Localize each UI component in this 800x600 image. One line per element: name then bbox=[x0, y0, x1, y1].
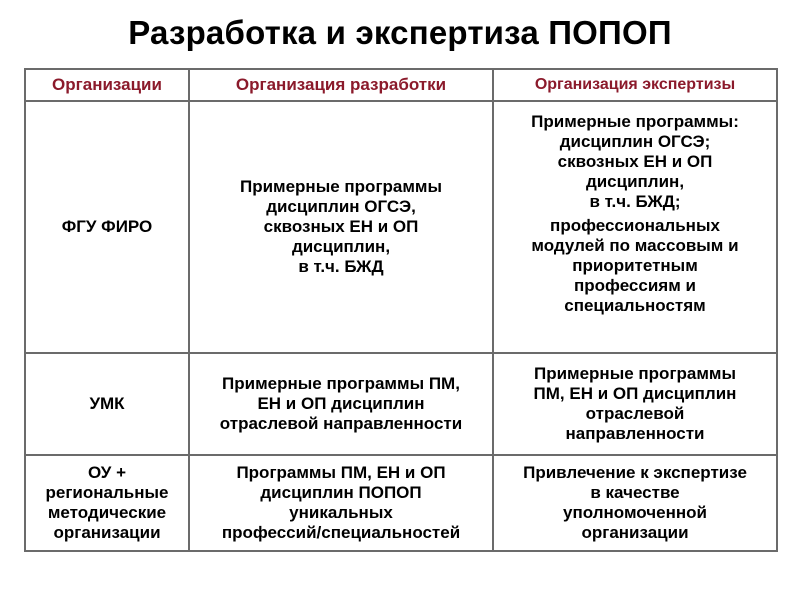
expert-line: профессиям и bbox=[574, 276, 696, 295]
page-title: Разработка и экспертиза ПОПОП bbox=[128, 14, 672, 51]
expert-line: ПМ, ЕН и ОП дисциплин bbox=[533, 384, 737, 403]
development-cell bbox=[189, 353, 493, 455]
org-cell bbox=[25, 353, 189, 455]
development-cell bbox=[189, 101, 493, 353]
dev-line: дисциплин, bbox=[291, 237, 391, 256]
dev-line: отраслевой направленности bbox=[219, 414, 463, 433]
expert-line: в т.ч. БЖД; bbox=[589, 192, 681, 211]
org-line: региональные bbox=[45, 483, 169, 502]
dev-line: дисциплин ОГСЭ, bbox=[266, 197, 416, 216]
expert-line: дисциплин, bbox=[585, 172, 685, 191]
org-line: организации bbox=[53, 523, 161, 542]
org-line: ФГУ ФИРО bbox=[61, 217, 153, 236]
org-cell bbox=[25, 101, 189, 353]
expertise-cell bbox=[493, 353, 777, 455]
dev-line: дисциплин ПОПОП bbox=[260, 483, 422, 502]
expert-line: направленности bbox=[565, 424, 705, 443]
header-organizations: Организации bbox=[25, 69, 189, 101]
org-line: ОУ + bbox=[87, 463, 127, 482]
header-development: Организация разработки bbox=[189, 69, 493, 101]
expertise-cell bbox=[493, 455, 777, 551]
expert-line: специальностям bbox=[564, 296, 706, 315]
expert-line: приоритетным bbox=[572, 256, 698, 275]
dev-line: Примерные программы ПМ, bbox=[222, 374, 460, 393]
org-line: УМК bbox=[89, 394, 125, 413]
expert-line: дисциплин ОГСЭ; bbox=[559, 132, 711, 151]
expert-line: Примерные программы bbox=[533, 364, 737, 383]
table-row bbox=[25, 101, 777, 353]
table-row bbox=[25, 455, 777, 551]
expert-line: модулей по массовым и bbox=[531, 236, 739, 255]
expert-line: Привлечение к экспертизе bbox=[523, 463, 747, 482]
expert-line: в качестве bbox=[590, 483, 680, 502]
expert-line: Примерные программы: bbox=[531, 112, 739, 131]
expertise-cell bbox=[493, 101, 777, 353]
dev-line: ЕН и ОП дисциплин bbox=[257, 394, 425, 413]
expert-line: уполномоченной bbox=[563, 503, 707, 522]
dev-line: Примерные программы bbox=[239, 177, 443, 196]
org-cell bbox=[25, 455, 189, 551]
expert-line: отраслевой bbox=[585, 404, 685, 423]
table-header-row bbox=[25, 69, 777, 101]
dev-line: Программы ПМ, ЕН и ОП bbox=[236, 463, 446, 482]
expert-line: организации bbox=[581, 523, 689, 542]
expert-line: профессиональных bbox=[550, 216, 720, 235]
table-row bbox=[25, 353, 777, 455]
development-cell bbox=[189, 455, 493, 551]
expert-line: сквозных ЕН и ОП bbox=[557, 152, 713, 171]
dev-line: профессий/специальностей bbox=[221, 523, 461, 542]
org-line: методические bbox=[47, 503, 167, 522]
dev-line: сквозных ЕН и ОП bbox=[263, 217, 419, 236]
dev-line: в т.ч. БЖД bbox=[298, 257, 384, 276]
dev-line: уникальных bbox=[289, 503, 393, 522]
org-table bbox=[24, 68, 778, 552]
header-expertise: Организация экспертизы bbox=[493, 69, 777, 101]
